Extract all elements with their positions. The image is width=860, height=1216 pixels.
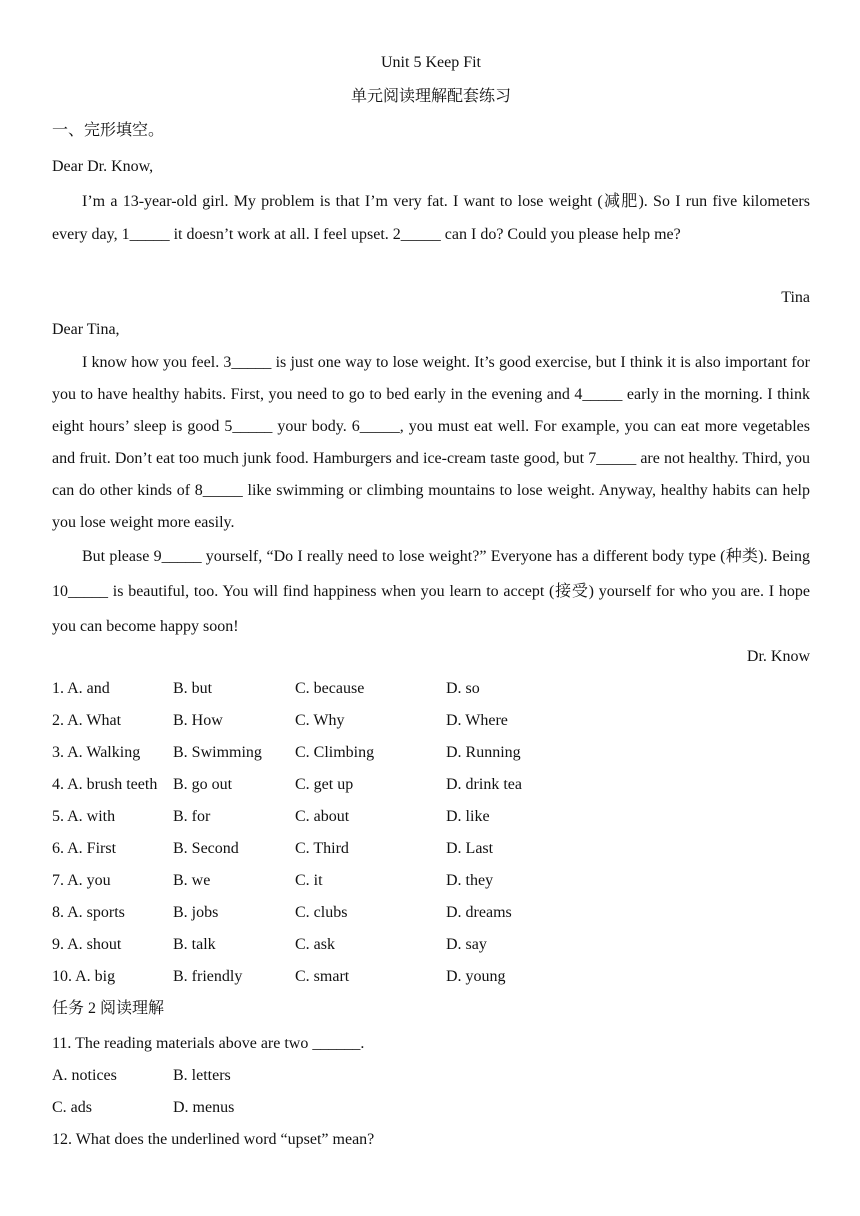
option-b: B. talk xyxy=(173,936,216,953)
option-a: 7. A. you xyxy=(52,872,111,889)
letter2-body-paragraph-1: I know how you feel. 3_____ is just one way to lose weight. It’s good exercise, but I think it is also important for you to have healthy habits. First, you need to go to bed early in the evening and 4_____ early in the morning. I think eight hours’ sleep is good 5_____ your body. 6_____, you must eat well. For example, you can eat more vegetables and fruit. Don’t eat too much junk food. Hamburgers and ice-cream taste good, but 7_____ are not healthy. Third, you can do other kinds of 8_____ like swimming or climbing mountains to lose weight. Anyway, healthy habits can help you lose weight more easily. xyxy=(52,354,810,531)
letter1-greeting: Dear Dr. Know, xyxy=(52,158,154,175)
option-b: B. friendly xyxy=(173,968,243,985)
option-b: B. letters xyxy=(173,1067,231,1084)
option-row xyxy=(52,775,810,795)
option-row xyxy=(52,967,810,987)
document-title: Unit 5 Keep Fit xyxy=(381,54,481,71)
option-row xyxy=(52,903,810,923)
question-12-stem: 12. What does the underlined word “upset” mean? xyxy=(52,1131,375,1148)
letter2-signature: Dr. Know xyxy=(746,648,810,665)
option-b: B. jobs xyxy=(173,904,219,921)
question-11-options-row xyxy=(52,1066,810,1086)
option-a: 1. A. and xyxy=(52,680,110,697)
option-c: C. about xyxy=(295,808,350,825)
option-d: D. dreams xyxy=(446,904,512,921)
section-heading-cloze: 一、完形填空。 xyxy=(52,122,165,139)
option-a: 8. A. sports xyxy=(52,904,125,921)
option-c: C. get up xyxy=(295,776,354,793)
option-c: C. ads xyxy=(52,1099,92,1116)
letter2-body-paragraph-2: But please 9_____ yourself, “Do I really need to lose weight?” Everyone has a different body type (种类). Being 10_____ is beautiful, too. You will find happiness when you learn to accept (接受) yourself for who you are. I hope you can become happy soon! xyxy=(52,548,810,635)
letter1-signature: Tina xyxy=(781,289,810,306)
question-11-stem: 11. The reading materials above are two ______. xyxy=(52,1035,365,1052)
letter1-body: I’m a 13-year-old girl. My problem is that I’m very fat. I want to lose weight (减肥). So I run five kilometers every day, 1_____ it doesn’t work at all. I feel upset. 2_____ can I do? Could you please help me? xyxy=(52,193,810,243)
option-d: D. Last xyxy=(446,840,494,857)
option-c: C. smart xyxy=(295,968,350,985)
option-b: B. Second xyxy=(173,840,239,857)
option-c: C. because xyxy=(295,680,365,697)
option-c: C. Climbing xyxy=(295,744,375,761)
option-c: C. clubs xyxy=(295,904,348,921)
option-a: 6. A. First xyxy=(52,840,117,857)
option-a: 10. A. big xyxy=(52,968,116,985)
option-d: D. like xyxy=(446,808,490,825)
option-d: D. Running xyxy=(446,744,521,761)
section-heading-reading: 任务 2 阅读理解 xyxy=(52,1000,165,1017)
option-c: C. Third xyxy=(295,840,349,857)
option-d: D. menus xyxy=(173,1099,235,1116)
option-d: D. say xyxy=(446,936,487,953)
option-row xyxy=(52,743,810,763)
option-c: C. ask xyxy=(295,936,335,953)
option-b: B. How xyxy=(173,712,223,729)
option-d: D. drink tea xyxy=(446,776,522,793)
option-row xyxy=(52,935,810,955)
option-row xyxy=(52,679,810,699)
option-a: 3. A. Walking xyxy=(52,744,141,761)
option-a: 5. A. with xyxy=(52,808,116,825)
option-b: B. Swimming xyxy=(173,744,262,761)
option-d: D. Where xyxy=(446,712,508,729)
option-b: B. go out xyxy=(173,776,233,793)
option-row xyxy=(52,711,810,731)
option-c: C. it xyxy=(295,872,323,889)
option-row xyxy=(52,839,810,859)
option-a: 2. A. What xyxy=(52,712,122,729)
option-d: D. they xyxy=(446,872,494,889)
option-b: B. but xyxy=(173,680,213,697)
option-row xyxy=(52,871,810,891)
question-11-options-row xyxy=(52,1098,810,1118)
option-b: B. we xyxy=(173,872,211,889)
document-subtitle: 单元阅读理解配套练习 xyxy=(350,88,511,105)
option-d: D. young xyxy=(446,968,506,985)
letter2-greeting: Dear Tina, xyxy=(52,321,120,338)
option-a: 9. A. shout xyxy=(52,936,122,953)
option-row xyxy=(52,807,810,827)
option-d: D. so xyxy=(446,680,480,697)
option-b: B. for xyxy=(173,808,211,825)
option-c: C. Why xyxy=(295,712,345,729)
option-a: 4. A. brush teeth xyxy=(52,776,158,793)
option-a: A. notices xyxy=(52,1067,117,1084)
